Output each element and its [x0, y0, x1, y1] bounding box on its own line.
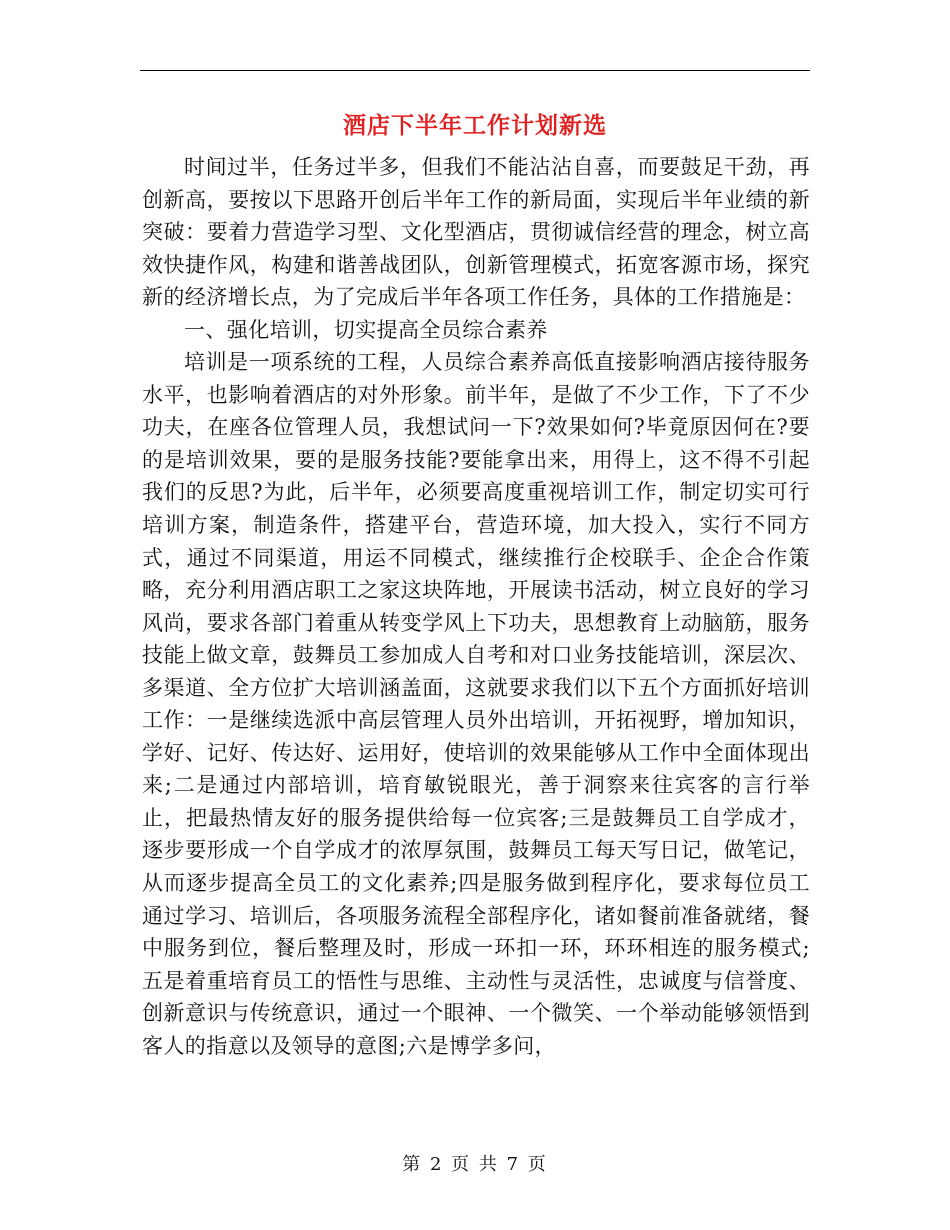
section-heading-training: 一、强化培训，切实提高全员综合素养 — [184, 317, 548, 342]
document-title: 酒店下半年工作计划新选 — [343, 112, 607, 139]
intro-paragraph: 时间过半，任务过半多，但我们不能沾沾自喜，而要鼓足干劲，再创新高，要按以下思路开创后半年工作的新局面，实现后半年业绩的新突破：要着力营造学习型、文化型酒店，贯彻诚信经营的理念，树立高效快捷作风，构建和谐善战团队，创新管理模式，拓宽客源市场，探究新的经济增长点，为了完成后半年各项工作任务，具体的工作措施是： — [142, 155, 810, 310]
document-body — [142, 151, 810, 1062]
header-rule — [140, 70, 810, 71]
page-number-footer: 第 2 页 共 7 页 — [402, 1154, 548, 1175]
training-paragraph: 培训是一项系统的工程，人员综合素养高低直接影响酒店接待服务水平，也影响着酒店的对外形象。前半年，是做了不少工作，下了不少功夫，在座各位管理人员，我想试问一下?效果如何?毕竟原因何在?要的是培训效果，要的是服务技能?要能拿出来，用得上，这不得不引起我们的反思?为此，后半年，必须要高度重视培训工作，制定切实可行培训方案，制造条件，搭建平台，营造环境，加大投入，实行不同方式，通过不同渠道，用运不同模式，继续推行企校联手、企企合作策略，充分利用酒店职工之家这块阵地，开展读书活动，树立良好的学习风尚，要求各部门着重从转变学风上下功夫，思想教育上动脑筋，服务技能上做文章，鼓舞员工参加成人自考和对口业务技能培训，深层次、多渠道、全方位扩大培训涵盖面，这就要求我们以下五个方面抓好培训工作：一是继续选派中高层管理人员外出培训，开拓视野，增加知识，学好、记好、传达好、运用好，使培训的效果能够从工作中全面体现出来;二是通过内部培训，培育敏锐眼光，善于洞察来往宾客的言行举止，把最热情友好的服务提供给每一位宾客;三是鼓舞员工自学成才，逐步要形成一个自学成才的浓厚氛围，鼓舞员工每天写日记，做笔记，从而逐步提高全员工的文化素养;四是服务做到程序化，要求每位员工通过学习、培训后，各项服务流程全部程序化，诸如餐前准备就绪，餐中服务到位，餐后整理及时，形成一环扣一环，环环相连的服务模式;五是着重培育员工的悟性与思维、主动性与灵活性，忠诚度与信誉度、创新意识与传统意识，通过一个眼神、一个微笑、一个举动能够领悟到客人的指意以及领导的意图;六是博学多问， — [142, 350, 810, 1058]
